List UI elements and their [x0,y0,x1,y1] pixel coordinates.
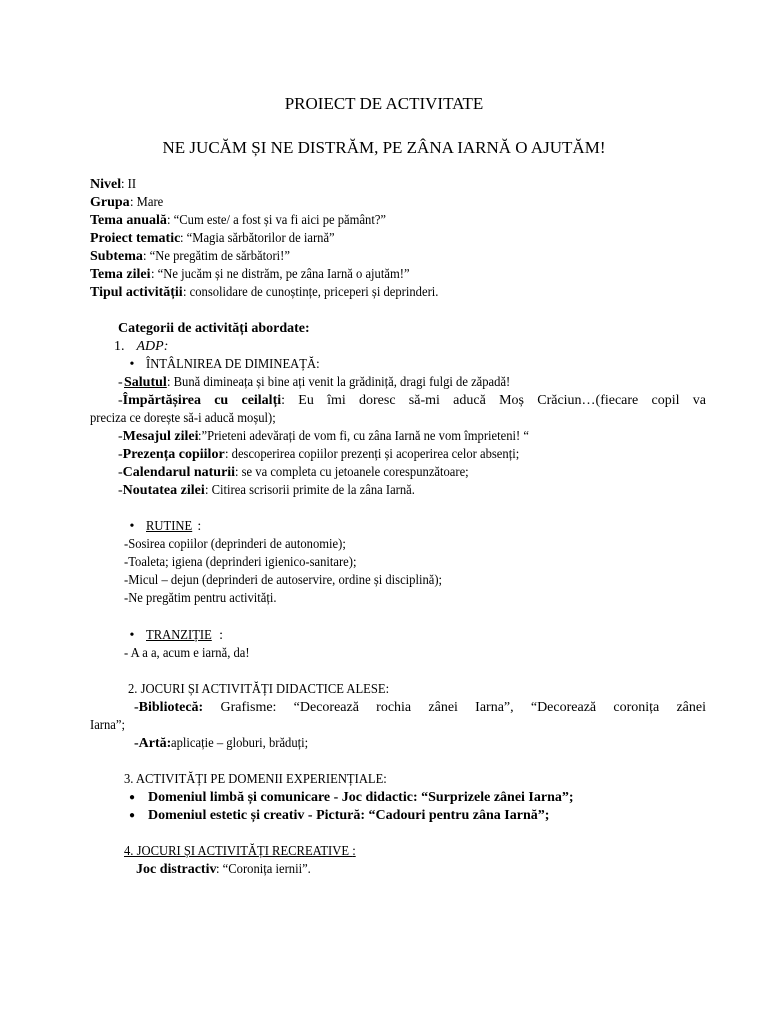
bullet-icon: ● [128,792,136,803]
document-page: PROIECT DE ACTIVITATE NE JUCĂM ȘI NE DISTRĂM, PE ZÂNA IARNĂ O AJUTĂM! Nivel: II Grupa: Mare Tema anuală: “Cum este/ a fost și va fi aici pe pământ?” Proiect tematic: “Magia sărbătorilor de iarnă” Subtema: “Ne pregătim de sărbători!” Tema zilei: “Ne jucăm și ne distrăm, pe zâna Iarnă o ajutăm!” Tipul activității: consolidare de cunoștințe, priceperi și deprinderi. Categorii de activități abordate: 1. ADP: • ÎNTÂLNIREA DE DIMINEAȚĂ: Salutul: Bună dimineața și bine ați venit la grădiniță, dragi fulgi de zăpadă! - -Împărtășirea cu ceilalți: Eu îmi doresc să-mi aducă Moș Crăciun…(fiecare copil va preciza ce dorește să-i aducă moșul); -Mesajul zilei:”Prieteni adevărați de vom fi, cu zâna Iarnă ne vom împrieteni! “ -Prezența copiilor: descoperirea copiilor prezenți și acoperirea celor absenți; -Calendarul naturii: se va completa cu jetoanele corespunzătoare; -Noutatea zilei: Citirea scrisorii primite de la zâna Iarnă. • RUTINE : -Sosirea copiilor (deprinderi de autonomie); -Toaleta; igiena (deprinderi igienico-sanitare); -Micul – dejun (deprinderi de autoservire, ordine și disciplină); -Ne pregătim pentru activități. • TRANZIȚIE : - A a a, acum e iarnă, da! 2. JOCURI ȘI ACTIVITĂȚI DIDACTICE ALESE: -Bibliotecă: Grafisme: “Decorează rochia zânei Iarna”, “Decorează coronița zânei Iarna”; -Artă:aplicație – globuri, brăduți; 3. ACTIVITĂȚI PE DOMENII EXPERIENȚIALE: ● Domeniul limbă și comunicare - Joc didactic: “Surprizele zânei Iarna”; ● Domeniul estetic și creativ - Pictură: “Cadouri pentru zâna Iarnă”; 4. JOCURI ȘI ACTIVITĂȚI RECREATIVE : Joc distractiv: “Coronița iernii”. [0,0,768,1024]
mesajul-zilei-line: -Mesajul zilei:”Prieteni adevărați de vom fi, cu zâna Iarnă ne vom împrieteni! “ [118,429,530,444]
bullet-icon: • [129,519,135,534]
adp-heading: 1. ADP: [114,339,169,354]
rutine-item-1: -Sosirea copiilor (deprinderi de autonomie); [124,537,346,552]
rutine-item-3: -Micul – dejun (deprinderi de autoservire, ordine și disciplină); [124,573,443,588]
ade-heading: 3. ACTIVITĂȚI PE DOMENII EXPERIENȚIALE: [124,772,387,787]
salutul-line: Salutul: Bună dimineața și bine ați venit la grădiniță, dragi fulgi de zăpadă! [124,375,511,390]
info-tema-zilei: Tema zilei: “Ne jucăm și ne distrăm, pe zâna Iarnă o ajutăm!” [90,267,410,282]
dash: - [118,375,123,390]
info-nivel: Nivel: II [90,177,137,192]
document-subtitle: NE JUCĂM ȘI NE DISTRĂM, PE ZÂNA IARNĂ O AJUTĂM! [162,138,606,157]
biblioteca-paragraph: -Bibliotecă: Grafisme: “Decorează rochia zânei Iarna”, “Decorează coronița zânei Iarna”; [90,700,706,733]
categories-heading: Categorii de activități abordate: [118,321,310,336]
impartasirea-paragraph: -Împărtășirea cu ceilalți: Eu îmi doresc să-mi aducă Moș Crăciun…(fiecare copil va preciza ce dorește să-i aducă moșul); [90,393,706,426]
recreative-heading: 4. JOCURI ȘI ACTIVITĂȚI RECREATIVE : [124,844,356,859]
info-subtema: Subtema: “Ne pregătim de sărbători!” [90,249,290,264]
noutatea-line: -Noutatea zilei: Citirea scrisorii primite de la zâna Iarnă. [118,483,415,498]
info-tipul-activitatii: Tipul activității: consolidare de cunoștințe, priceperi și deprinderi. [90,285,439,300]
jocuri-alese-heading: 2. JOCURI ȘI ACTIVITĂȚI DIDACTICE ALESE: [128,682,390,697]
bullet-icon: • [129,357,135,372]
arta-line: -Artă:aplicație – globuri, brăduți; [134,736,309,751]
document-title: PROIECT DE ACTIVITATE [284,94,484,113]
info-proiect-tematic: Proiect tematic: “Magia sărbătorilor de iarnă” [90,231,335,246]
intalnirea-heading: ÎNTÂLNIREA DE DIMINEAȚĂ: [146,357,320,372]
bullet-icon: ● [128,810,136,821]
calendarul-line: -Calendarul naturii: se va completa cu jetoanele corespunzătoare; [118,465,469,480]
tranzitie-text: - A a a, acum e iarnă, da! [124,646,250,661]
joc-distractiv-line: Joc distractiv: “Coronița iernii”. [136,862,312,877]
info-grupa: Grupa: Mare [90,195,163,210]
tranzitie-heading: TRANZIȚIE [146,628,212,643]
rutine-item-4: -Ne pregătim pentru activități. [124,591,277,606]
rutine-item-2: -Toaleta; igiena (deprinderi igienico-sanitare); [124,555,357,570]
prezenta-line: -Prezența copiilor: descoperirea copiilor prezenți și acoperirea celor absenți; [118,447,519,462]
rutine-heading: RUTINE [146,519,193,534]
bullet-icon: • [129,628,135,643]
info-tema-anuala: Tema anuală: “Cum este/ a fost și va fi aici pe pământ?” [90,213,386,228]
